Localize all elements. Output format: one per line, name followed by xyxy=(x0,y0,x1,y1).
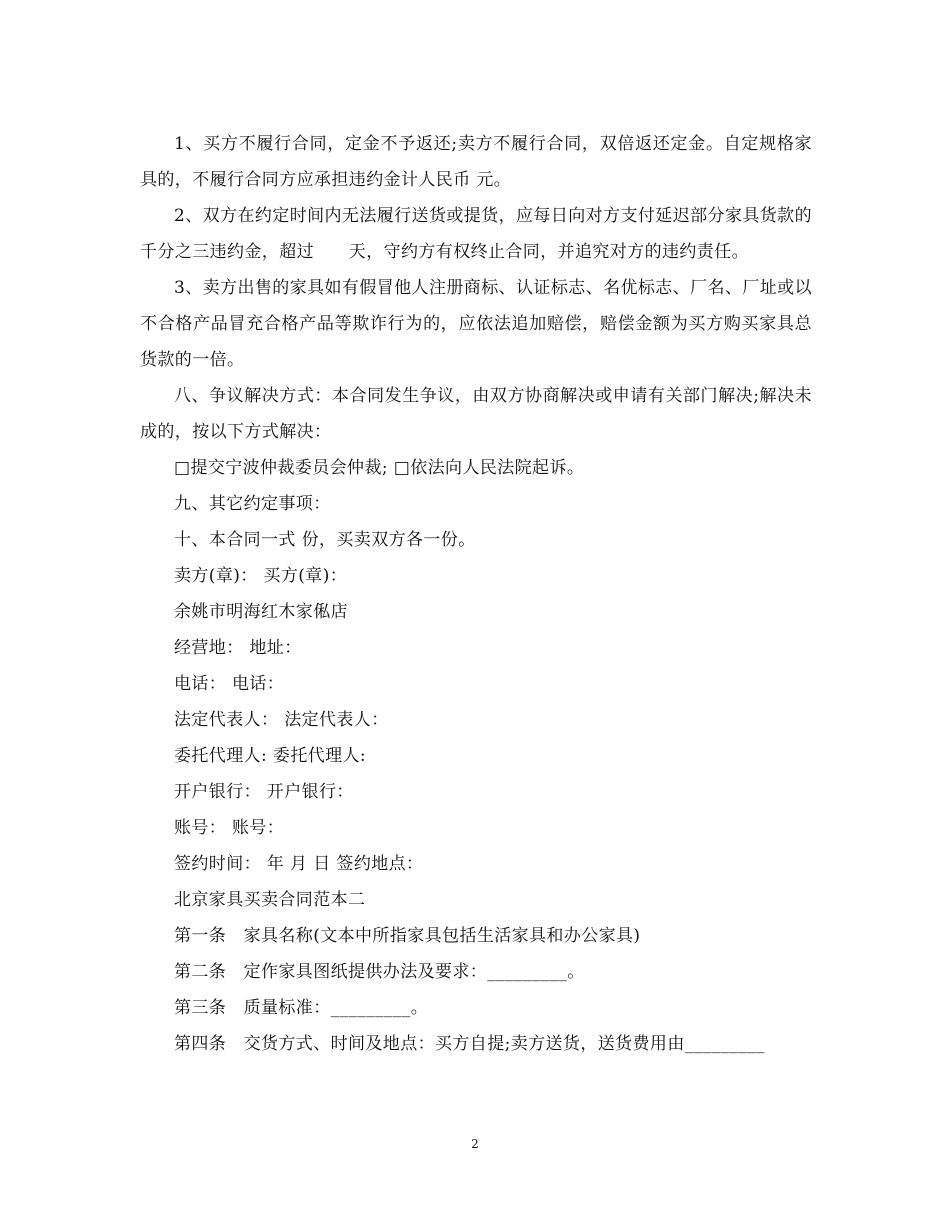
article-three: 第三条 质量标准：_________。 xyxy=(174,998,429,1018)
article-two: 第二条 定作家具图纸提供办法及要求：_________。 xyxy=(174,962,585,982)
article-one: 第一条 家具名称(文本中所指家具包括生活家具和办公家具) xyxy=(174,926,641,946)
paragraph-penalty-fraud: 3、卖方出售的家具如有假冒他人注册商标、认证标志、名优标志、厂名、厂址或以不合格产品冒充合格产品等欺诈行为的，应依法追加赔偿，赔偿金额为买方购买家具总货款的一倍。 xyxy=(140,278,812,370)
signature-parties: 卖方(章)： 买方(章)： xyxy=(174,566,348,586)
signature-address: 经营地： 地址： xyxy=(174,638,302,658)
section-title-template-two: 北京家具买卖合同范本二 xyxy=(174,890,366,910)
signature-bank: 开户银行： 开户银行： xyxy=(174,782,354,802)
page-number: 2 xyxy=(471,1137,479,1151)
signature-agent: 委托代理人: 委托代理人: xyxy=(174,746,367,766)
paragraph-penalty-delay: 2、双方在约定时间内无法履行送货或提货，应每日向对方支付延迟部分家具货款的千分之三违约金，超过 天，守约方有权终止合同，并追究对方的违约责任。 xyxy=(140,206,812,262)
seller-name: 余姚市明海红木家俬店 xyxy=(174,602,348,622)
signature-account: 账号： 账号： xyxy=(174,818,285,838)
signature-date-place: 签约时间： 年 月 日 签约地点： xyxy=(174,854,424,874)
paragraph-dispute-options: □提交宁波仲裁委员会仲裁; □依法向人民法院起诉。 xyxy=(174,458,585,478)
document-body xyxy=(140,126,812,1062)
paragraph-copies: 十、本合同一式 份，买卖双方各一份。 xyxy=(174,530,476,550)
article-four: 第四条 交货方式、时间及地点：买方自提;卖方送货，送货费用由_________ xyxy=(174,1034,765,1054)
paragraph-penalty-deposit: 1、买方不履行合同，定金不予返还;卖方不履行合同，双倍返还定金。自定规格家具的，不履行合同方应承担违约金计人民币 元。 xyxy=(140,134,812,190)
paragraph-dispute-resolution: 八、争议解决方式：本合同发生争议，由双方协商解决或申请有关部门解决;解决未成的，按以下方式解决： xyxy=(140,386,812,442)
paragraph-other-matters: 九、其它约定事项： xyxy=(174,494,331,514)
signature-phone: 电话： 电话： xyxy=(174,674,285,694)
signature-legal-representative: 法定代表人： 法定代表人： xyxy=(174,710,389,730)
